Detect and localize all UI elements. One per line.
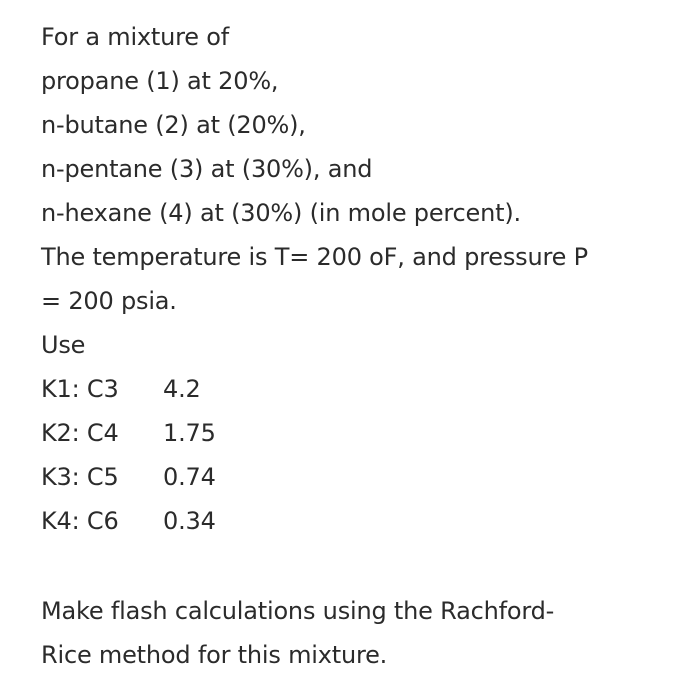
component-n-butane: n-butane (2) at (20%), <box>41 111 306 139</box>
conditions-line-1: The temperature is T= 200 oF, and pressure P <box>41 243 588 271</box>
k-value-row <box>41 506 216 536</box>
k-value-number: 4.2 <box>163 375 201 403</box>
conditions-line-2: = 200 psia. <box>41 287 177 315</box>
component-n-hexane: n-hexane (4) at (30%) (in mole percent). <box>41 199 521 227</box>
k-value-label: K4: C6 <box>41 507 119 535</box>
k-value-number: 0.74 <box>163 463 216 491</box>
k-value-row <box>41 462 216 492</box>
k-value-row <box>41 374 201 404</box>
k-value-label: K2: C4 <box>41 419 119 447</box>
task-line-1: Make flash calculations using the Rachford- <box>41 597 555 625</box>
intro-text: For a mixture of <box>41 23 230 51</box>
k-value-label: K1: C3 <box>41 375 119 403</box>
k-value-number: 0.34 <box>163 507 216 535</box>
component-propane: propane (1) at 20%, <box>41 67 279 95</box>
k-value-number: 1.75 <box>163 419 216 447</box>
component-n-pentane: n-pentane (3) at (30%), and <box>41 155 373 183</box>
k-value-label: K3: C5 <box>41 463 119 491</box>
use-label: Use <box>41 331 86 359</box>
k-value-row <box>41 418 216 448</box>
task-line-2: Rice method for this mixture. <box>41 641 388 669</box>
